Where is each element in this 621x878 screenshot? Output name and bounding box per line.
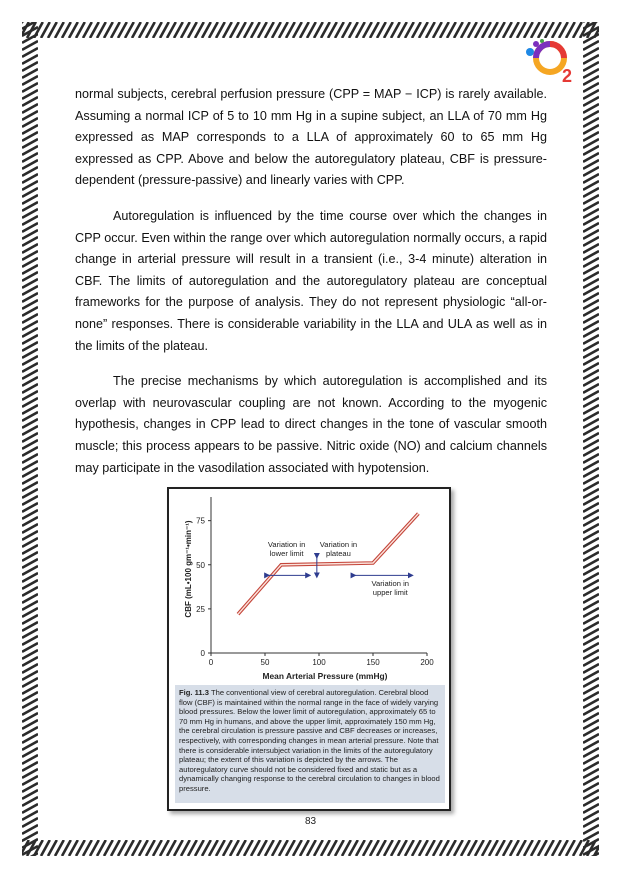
y-axis-label: CBF (mL•100 gm⁻¹•min⁻¹) — [184, 520, 193, 618]
paragraph-3: The precise mechanisms by which autoregulation is accomplished and its overlap with neurovascular coupling are not known. According to the myogenic hypothesis, changes in CPP lead to direct changes in the tone of vascular smooth muscle; this process appears to be passive. Nitric oxide (NO) and calcium channels may participate in the vasodilation associated with hypotension. — [75, 374, 547, 475]
decorative-border-bottom — [22, 840, 599, 856]
decorative-border-top — [22, 22, 599, 38]
x-tick-label: 0 — [208, 658, 214, 667]
x-tick-label: 50 — [260, 658, 270, 667]
svg-text:2: 2 — [562, 66, 573, 86]
caption-label: Fig. 11.3 — [179, 688, 209, 697]
chart-plot-area — [238, 514, 418, 615]
o2-logo — [524, 38, 580, 88]
decorative-border-left — [22, 22, 38, 856]
page-number: 83 — [304, 816, 317, 827]
annotation-line: plateau — [325, 549, 351, 559]
autoregulation-curve — [238, 514, 418, 615]
y-tick-label: 75 — [196, 516, 205, 526]
caption-text: The conventional view of cerebral autoregulation. Cerebral blood flow (CBF) is maintained within the normal range in the face of widely varying blood pressures. Below the lower limit of autoregulation, approximately 65 to 70 mm Hg in humans, and above the upper limit, approximately 150 mm Hg, the cerebral circulation is pressure passive and CBF decreases or increases, respectively, with corresponding changes in mean arterial pressure. Note that there is considerable intersubject variation in the limits of the autoregulatory plateau; the extent of this variation is depicted by the arrows. The autoregulatory curve should not be considered fixed and static but as a dynamically changing response to the cerebral circulation to changes in blood pressure. — [179, 688, 440, 793]
annotation-label — [372, 579, 409, 597]
decorative-border-right — [583, 22, 599, 856]
body-text — [75, 84, 547, 493]
y-tick-label: 0 — [200, 649, 205, 658]
annotation-label — [320, 540, 357, 558]
annotation-line: Variation in — [371, 578, 409, 588]
x-axis-label: Mean Arterial Pressure (mmHg) — [262, 671, 388, 681]
annotation-label — [268, 540, 305, 558]
paragraph-2: Autoregulation is influenced by the time course over which the changes in CPP occur. Even within the range over which autoregulation normally occurs, a rapid change in arterial pressure will result in a transient (i.e., 3-4 minute) alteration in CBF. The limits of autoregulation and the autoregulatory plateau are conceptual frameworks for the purpose of analysis. They do not represent physiologic “all-or-none” responses. There is considerable variability in the LLA and ULA as well as in the limits of the plateau. — [75, 208, 547, 353]
annotation-line: Variation in — [319, 540, 358, 550]
annotation-line: Variation in — [267, 540, 306, 550]
figure-autoregulation — [167, 487, 451, 811]
x-tick-label: 150 — [366, 658, 380, 667]
paragraph-1: normal subjects, cerebral perfusion pressure (CPP = MAP − ICP) is rarely available. Assuming a normal ICP of 5 to 10 mm Hg in a supine subject, an LLA of 70 mm Hg expressed as MAP corresponds to a LLA of approximately 60 to 65 mm Hg expressed as CPP. Above and below the autoregulatory plateau, CBF is pressure-dependent (pressure-passive) and linearly varies with CPP. — [75, 87, 547, 188]
y-tick-label: 25 — [196, 604, 205, 614]
chart-annotations — [267, 540, 411, 597]
x-tick-label: 100 — [312, 658, 326, 667]
x-tick-label: 200 — [420, 658, 434, 667]
autoregulation-chart — [169, 489, 449, 685]
annotation-line: lower limit — [269, 549, 304, 559]
y-tick-label: 50 — [196, 560, 205, 570]
figure-caption — [175, 685, 445, 803]
annotation-line: upper limit — [372, 587, 408, 597]
